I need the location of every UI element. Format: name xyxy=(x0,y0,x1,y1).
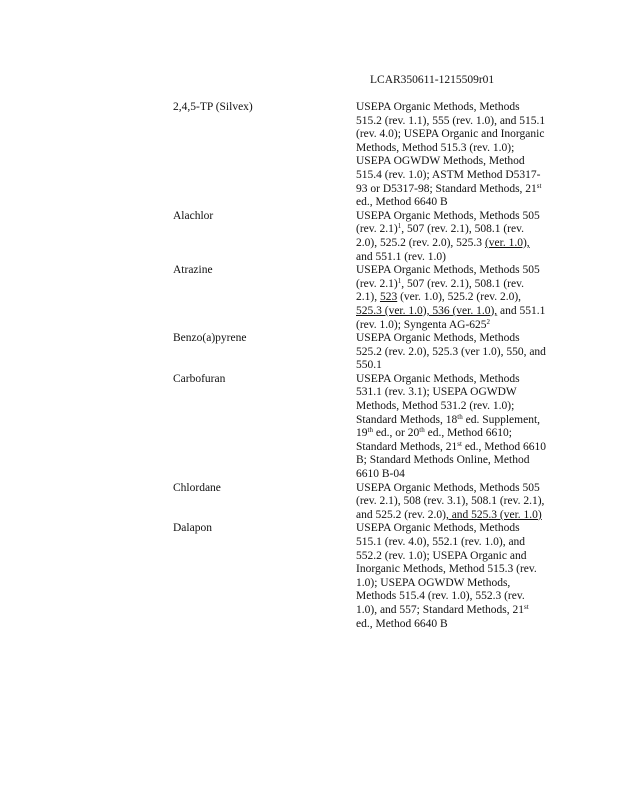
method-superscript: th xyxy=(367,426,373,435)
method-text: and 551.1 (rev. 1.0) xyxy=(356,250,446,263)
method-superscript: st xyxy=(524,602,529,611)
table-row xyxy=(173,101,553,210)
contaminant-name: Carbofuran xyxy=(173,372,226,385)
method-superscript: th xyxy=(457,412,463,421)
table-row xyxy=(173,332,553,373)
method-text: USEPA Organic Methods, Methods 515.1 (rev. 4.0), 552.1 (rev. 1.0), and 552.2 (rev. 1.0); USEPA Organic and Inorganic Methods, Method 515.3 (rev. 1.0); USEPA OGWDW Methods, Methods 515.4 (rev. 1.0), 552.3 (rev. 1.0), and 557; Standard Methods, 21 xyxy=(356,522,537,616)
method-list xyxy=(356,482,546,523)
method-superscript: st xyxy=(457,439,462,448)
method-list xyxy=(356,264,546,332)
method-text: , 507 (rev. 2.1), 508.1 (rev. 2.0), 525.2 (rev. 2.0), 525.3 xyxy=(356,223,524,249)
method-superscript: th xyxy=(419,426,425,435)
method-text: USEPA Organic Methods, Methods 505 (rev. 2.1) xyxy=(356,264,540,290)
method-text: USEPA Organic Methods, Methods 531.1 (rev. 3.1); USEPA OGWDW Methods, Method 531.2 (rev. 1.0); Standard Methods, 18 xyxy=(356,372,520,426)
method-list xyxy=(356,210,546,264)
contaminant-name: Dalapon xyxy=(173,522,212,535)
method-text: USEPA Organic Methods, Methods 505 (rev. 2.1) xyxy=(356,209,540,236)
method-text: ed., Method 6610; Standard Methods, 21 xyxy=(356,427,512,453)
method-text: (ver. 1.0), 525.2 (rev. 2.0), xyxy=(397,291,522,304)
method-text-inserted: 525.3 (ver. 1.0), 536 (ver. 1.0), xyxy=(356,304,498,317)
method-text-inserted: , and 525.3 (ver. 1.0) xyxy=(445,508,542,521)
method-text-inserted: (ver. 1.0), xyxy=(484,236,530,249)
table-row xyxy=(173,522,553,631)
method-list xyxy=(356,101,546,210)
method-text: ed. Supplement, 19 xyxy=(356,413,541,440)
document-id: LCAR350611-1215509r01 xyxy=(370,74,495,86)
contaminant-name: Chlordane xyxy=(173,481,221,494)
method-list xyxy=(356,522,546,631)
table-row xyxy=(173,373,553,482)
method-superscript: st xyxy=(536,181,542,190)
table-row xyxy=(173,264,553,332)
table-row xyxy=(173,482,553,523)
table-row xyxy=(173,210,553,264)
contaminant-name: Benzo(a)pyrene xyxy=(173,332,247,345)
method-text: USEPA Organic Methods, Methods 525.2 (rev. 2.0), 525.3 (ver 1.0), 550, and 550.1 xyxy=(356,332,546,372)
contaminant-name: Alachlor xyxy=(173,209,214,222)
method-text: and 551.1 (rev. 1.0); Syngenta AG-625 xyxy=(356,304,546,331)
method-text: ed., Method 6610 B; Standard Methods Online, Method 6610 B-04 xyxy=(356,440,546,481)
method-text: ed., Method 6640 B xyxy=(356,617,448,630)
method-text: , 507 (rev. 2.1), 508.1 (rev. 2.1), xyxy=(356,277,524,304)
method-superscript: 2 xyxy=(486,317,491,326)
method-superscript: 1 xyxy=(397,222,402,231)
contaminant-name: 2,4,5-TP (Silvex) xyxy=(173,101,253,113)
method-text: USEPA Organic Methods, Methods 505 (rev. 2.1), 508 (rev. 3.1), 508.1 (rev. 2.1), and 525.2 (rev. 2.0) xyxy=(356,481,545,521)
method-text: USEPA Organic Methods, Methods 515.2 (rev. 1.1), 555 (rev. 1.0), and 515.1 (rev. 4.0); USEPA Organic and Inorganic Methods, Method 515.3 (rev. 1.0); USEPA OGWDW Methods, Method 515.4 (rev. 1.0); ASTM Method D5317-93 or D5317-98; Standard Methods, 21 xyxy=(356,101,546,195)
method-superscript: 1 xyxy=(397,276,402,285)
contaminant-name: Atrazine xyxy=(173,264,213,277)
method-list xyxy=(356,373,546,482)
method-text-inserted: 523 xyxy=(379,291,398,304)
methods-table xyxy=(173,101,553,631)
method-text: ed., or 20 xyxy=(372,427,420,440)
method-text: ed., Method 6640 B xyxy=(356,196,448,209)
method-list xyxy=(356,332,546,373)
